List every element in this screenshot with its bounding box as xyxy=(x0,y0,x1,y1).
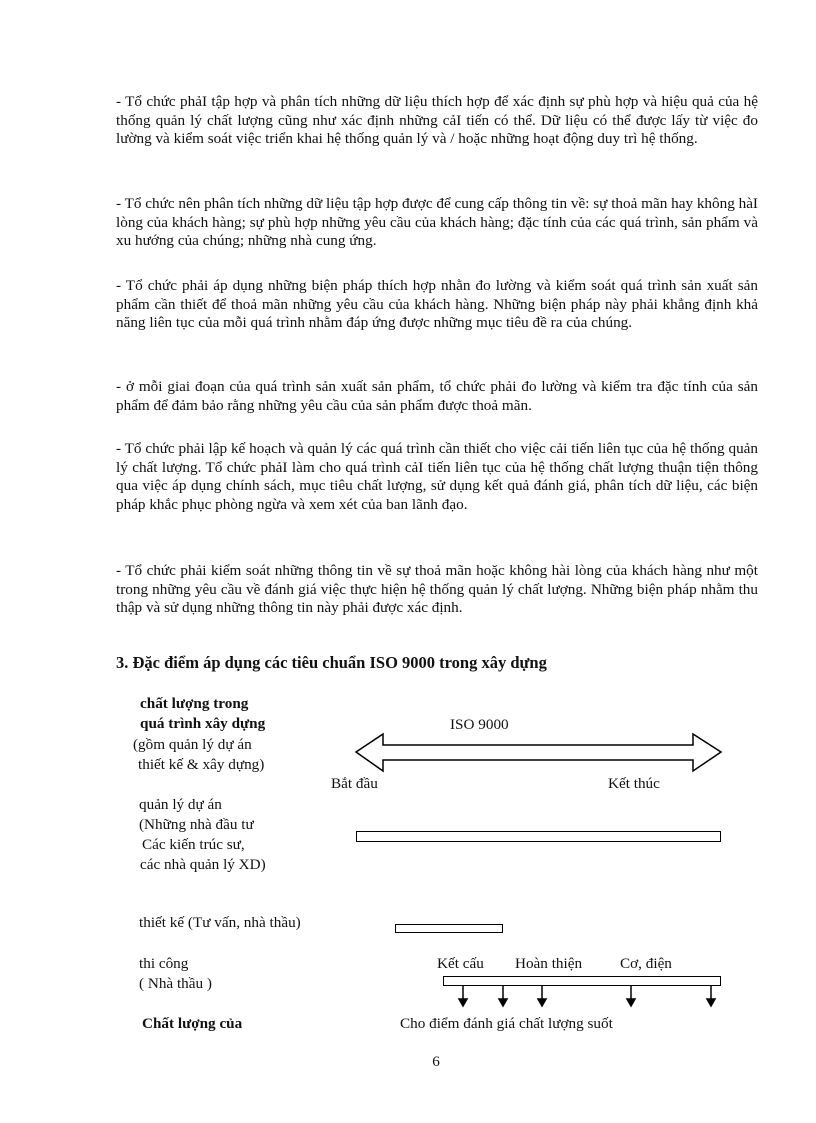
label-scope-1: (gồm quản lý dự án xyxy=(133,736,252,753)
label-evaluation-points: Cho điểm đánh giá chất lượng suốt xyxy=(400,1015,613,1032)
label-project-management-3: Các kiến trúc sư, xyxy=(142,836,245,853)
label-project-management-2: (Những nhà đầu tư xyxy=(139,816,254,833)
paragraph-5: - Tổ chức phải lập kế hoạch và quản lý các quá trình cần thiết cho việc cải tiến liên tục của hệ thống quản lý chất lượng. Tổ chức phảI làm cho quá trình cảI tiến liên tục của hệ thống chất lượng thuận tiện thông qua việc áp dụng chính sách, mục tiêu chất lượng, sử dụng kết quả đánh giá, phân tích dữ liệu, các biện pháp khắc phục phòng ngừa và xem xét của ban lãnh đạo. xyxy=(116,440,758,513)
label-quality-of: Chất lượng của xyxy=(142,1015,243,1032)
section-heading: 3. Đặc điểm áp dụng các tiêu chuẩn ISO 9000 trong xây dựng xyxy=(116,653,547,672)
label-construction-2: ( Nhà thầu ) xyxy=(139,975,212,992)
label-design: thiết kế (Tư vấn, nhà thầu) xyxy=(139,914,301,931)
paragraph-1: - Tổ chức phảI tập hợp và phân tích những dữ liệu thích hợp để xác định sự phù hợp và hiệu quả của hệ thống quản lý chất lượng cũng như xác định những cảI tiến có thể. Dữ liệu có thể được lấy từ việc đo lường và kiểm soát việc triển khai hệ thống quản lý và / hoặc những hoạt động duy trì hệ thống. xyxy=(116,93,758,148)
label-stage-finishing: Hoàn thiện xyxy=(515,955,583,972)
label-construction-1: thi công xyxy=(139,955,189,972)
label-stage-mechanical-electrical: Cơ, điện xyxy=(620,955,672,972)
bar-design xyxy=(395,924,503,933)
label-start: Bắt đầu xyxy=(331,775,378,792)
label-quality-in-construction-1: chất lượng trong xyxy=(140,695,249,712)
paragraph-4: - ở mỗi giai đoạn của quá trình sản xuất sản phẩm, tổ chức phải đo lường và kiểm tra đặc tính của sản phẩm để đảm bảo rằng những yêu cầu của sản phẩm được thoả mãn. xyxy=(116,378,758,414)
label-project-management-4: các nhà quản lý XD) xyxy=(140,856,266,873)
paragraph-2: - Tổ chức nên phân tích những dữ liệu tập hợp được để cung cấp thông tin về: sự thoả mãn hay không hàI lòng của khách hàng; sự phù hợp những yêu cầu của khách hàng; đặc tính của các quá trình, sản phẩm và xu hướng của chúng; những nhà cung ứng. xyxy=(116,195,758,250)
label-project-management-1: quản lý dự án xyxy=(139,796,222,813)
double-arrow-shape xyxy=(356,734,721,771)
page-number: 6 xyxy=(432,1053,440,1070)
label-quality-in-construction-2: quá trình xây dựng xyxy=(140,715,266,732)
paragraph-6: - Tổ chức phải kiểm soát những thông tin về sự thoả mãn hoặc không hài lòng của khách hàng như một trong những yêu cầu về đánh giá việc thực hiện hệ thống quản lý chất lượng. Những biện pháp nhằm thu thập và sử dụng những thông tin này phải được xác định. xyxy=(116,562,758,617)
label-iso-9000: ISO 9000 xyxy=(450,716,509,733)
label-stage-structure: Kết cấu xyxy=(437,955,484,972)
bar-project-management xyxy=(356,831,721,842)
label-end: Kết thúc xyxy=(608,775,660,792)
evaluation-arrows xyxy=(459,985,715,1006)
label-scope-2: thiết kế & xây dựng) xyxy=(138,756,265,773)
paragraph-3: - Tổ chức phải áp dụng những biện pháp thích hợp nhằn đo lường và kiểm soát quá trình sản xuất sản phẩm cần thiết để thoả mãn những yêu cầu của khách hàng. Những biện pháp này phải khẳng định khả năng liên tục của mỗi quá trình nhằm đáp ứng được những mục tiêu đề ra của chúng. xyxy=(116,277,758,332)
bar-construction xyxy=(443,976,721,986)
